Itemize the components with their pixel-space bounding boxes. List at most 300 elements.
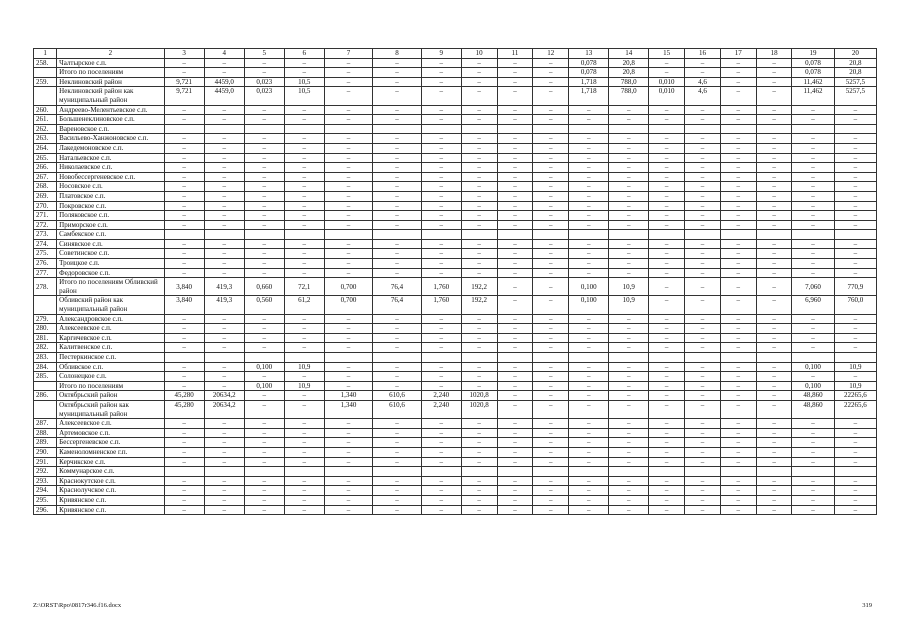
row-number: 288. bbox=[34, 428, 57, 438]
value-cell: – bbox=[609, 115, 649, 125]
value-cell: – bbox=[685, 438, 721, 448]
value-cell: – bbox=[792, 115, 834, 125]
value-cell: – bbox=[792, 486, 834, 496]
value-cell: – bbox=[720, 153, 756, 163]
row-name: Каргичевское с.п. bbox=[57, 333, 164, 343]
value-cell: 788,0 bbox=[609, 77, 649, 87]
row-number: 266. bbox=[34, 163, 57, 173]
column-number-cell: 10 bbox=[461, 49, 497, 59]
value-cell bbox=[461, 353, 497, 363]
value-cell: – bbox=[461, 343, 497, 353]
value-cell: – bbox=[720, 220, 756, 230]
value-cell: – bbox=[421, 428, 461, 438]
value-cell: – bbox=[244, 211, 284, 221]
value-cell: – bbox=[284, 419, 324, 429]
value-cell: – bbox=[497, 268, 533, 278]
value-cell: – bbox=[497, 191, 533, 201]
value-cell: – bbox=[720, 191, 756, 201]
value-cell bbox=[609, 353, 649, 363]
value-cell: – bbox=[164, 115, 204, 125]
value-cell bbox=[609, 230, 649, 240]
value-cell: – bbox=[569, 239, 609, 249]
value-cell: – bbox=[284, 143, 324, 153]
value-cell: – bbox=[284, 324, 324, 334]
value-cell: – bbox=[569, 419, 609, 429]
value-cell: 10,5 bbox=[284, 77, 324, 87]
value-cell bbox=[569, 467, 609, 477]
value-cell: 11,462 bbox=[792, 87, 834, 105]
value-cell bbox=[533, 230, 569, 240]
value-cell: – bbox=[461, 77, 497, 87]
value-cell: 76,4 bbox=[373, 296, 421, 314]
row-number bbox=[34, 400, 57, 418]
table-row bbox=[34, 324, 877, 334]
value-cell: – bbox=[373, 486, 421, 496]
value-cell: – bbox=[756, 211, 792, 221]
value-cell: – bbox=[164, 239, 204, 249]
value-cell: – bbox=[324, 259, 372, 269]
value-cell: – bbox=[497, 324, 533, 334]
value-cell: – bbox=[609, 143, 649, 153]
value-cell: – bbox=[373, 182, 421, 192]
value-cell: – bbox=[569, 486, 609, 496]
value-cell: – bbox=[164, 381, 204, 391]
value-cell: – bbox=[834, 447, 876, 457]
value-cell: – bbox=[533, 268, 569, 278]
value-cell: – bbox=[373, 172, 421, 182]
row-number: 267. bbox=[34, 172, 57, 182]
row-name: Самбекское с.п. bbox=[57, 230, 164, 240]
value-cell bbox=[720, 124, 756, 134]
value-cell: – bbox=[609, 391, 649, 401]
value-cell: 1,340 bbox=[324, 391, 372, 401]
value-cell: – bbox=[284, 447, 324, 457]
value-cell: 10,9 bbox=[284, 381, 324, 391]
value-cell: – bbox=[204, 105, 244, 115]
value-cell bbox=[373, 124, 421, 134]
value-cell: – bbox=[324, 324, 372, 334]
row-number: 277. bbox=[34, 268, 57, 278]
value-cell: – bbox=[685, 486, 721, 496]
value-cell: – bbox=[685, 163, 721, 173]
value-cell: – bbox=[497, 143, 533, 153]
value-cell: 9,721 bbox=[164, 77, 204, 87]
value-cell: – bbox=[649, 505, 685, 515]
value-cell: – bbox=[569, 505, 609, 515]
row-number: 283. bbox=[34, 353, 57, 363]
value-cell: – bbox=[244, 391, 284, 401]
value-cell: – bbox=[284, 268, 324, 278]
row-name: Неклиновский район как муниципальный район bbox=[57, 87, 164, 105]
value-cell: – bbox=[533, 182, 569, 192]
value-cell: – bbox=[720, 87, 756, 105]
column-number-cell: 2 bbox=[57, 49, 164, 59]
value-cell: – bbox=[533, 134, 569, 144]
value-cell: – bbox=[756, 428, 792, 438]
value-cell: – bbox=[244, 486, 284, 496]
value-cell bbox=[497, 230, 533, 240]
value-cell: – bbox=[756, 249, 792, 259]
value-cell: 192,2 bbox=[461, 296, 497, 314]
row-name: Чалтырское с.п. bbox=[57, 58, 164, 68]
value-cell: – bbox=[204, 153, 244, 163]
value-cell: – bbox=[685, 505, 721, 515]
value-cell: – bbox=[373, 314, 421, 324]
value-cell: – bbox=[164, 153, 204, 163]
value-cell bbox=[421, 124, 461, 134]
value-cell: – bbox=[533, 343, 569, 353]
value-cell: – bbox=[685, 153, 721, 163]
value-cell: 2,240 bbox=[421, 400, 461, 418]
row-name: Советинское с.п. bbox=[57, 249, 164, 259]
row-number: 264. bbox=[34, 143, 57, 153]
value-cell: – bbox=[244, 191, 284, 201]
value-cell: – bbox=[244, 249, 284, 259]
value-cell: – bbox=[569, 476, 609, 486]
value-cell: 4,6 bbox=[685, 77, 721, 87]
value-cell: 10,9 bbox=[609, 278, 649, 296]
value-cell bbox=[609, 467, 649, 477]
value-cell: – bbox=[533, 476, 569, 486]
value-cell: – bbox=[834, 134, 876, 144]
value-cell: – bbox=[204, 134, 244, 144]
value-cell: – bbox=[421, 143, 461, 153]
value-cell: – bbox=[324, 153, 372, 163]
value-cell bbox=[569, 353, 609, 363]
value-cell: – bbox=[324, 457, 372, 467]
value-cell: – bbox=[244, 172, 284, 182]
value-cell: – bbox=[792, 495, 834, 505]
value-cell: – bbox=[685, 172, 721, 182]
value-cell: – bbox=[324, 105, 372, 115]
value-cell: – bbox=[204, 486, 244, 496]
value-cell: – bbox=[164, 457, 204, 467]
value-cell: – bbox=[497, 505, 533, 515]
value-cell: – bbox=[569, 259, 609, 269]
row-number: 286. bbox=[34, 391, 57, 401]
value-cell: – bbox=[421, 220, 461, 230]
value-cell: – bbox=[497, 163, 533, 173]
value-cell: – bbox=[421, 115, 461, 125]
value-cell: 20634,2 bbox=[204, 391, 244, 401]
value-cell: – bbox=[373, 58, 421, 68]
value-cell: – bbox=[324, 372, 372, 382]
value-cell: – bbox=[609, 105, 649, 115]
value-cell: – bbox=[421, 486, 461, 496]
value-cell: – bbox=[834, 343, 876, 353]
value-cell: 45,280 bbox=[164, 400, 204, 418]
value-cell: – bbox=[720, 457, 756, 467]
value-cell: – bbox=[685, 249, 721, 259]
value-cell bbox=[373, 230, 421, 240]
value-cell: – bbox=[756, 314, 792, 324]
value-cell: – bbox=[421, 381, 461, 391]
value-cell: – bbox=[164, 220, 204, 230]
value-cell: – bbox=[609, 362, 649, 372]
value-cell: – bbox=[533, 400, 569, 418]
value-cell: – bbox=[461, 211, 497, 221]
value-cell: – bbox=[609, 486, 649, 496]
value-cell bbox=[497, 467, 533, 477]
value-cell: 7,060 bbox=[792, 278, 834, 296]
value-cell: – bbox=[497, 343, 533, 353]
value-cell: 1,760 bbox=[421, 296, 461, 314]
value-cell: – bbox=[792, 428, 834, 438]
value-cell: – bbox=[497, 457, 533, 467]
value-cell: – bbox=[609, 239, 649, 249]
value-cell: – bbox=[685, 314, 721, 324]
value-cell: – bbox=[569, 201, 609, 211]
value-cell: – bbox=[204, 314, 244, 324]
value-cell: – bbox=[609, 191, 649, 201]
value-cell: 20,8 bbox=[609, 68, 649, 78]
value-cell: – bbox=[324, 143, 372, 153]
column-number-cell: 7 bbox=[324, 49, 372, 59]
value-cell: – bbox=[792, 211, 834, 221]
value-cell: – bbox=[756, 201, 792, 211]
value-cell: – bbox=[164, 372, 204, 382]
column-number-cell: 8 bbox=[373, 49, 421, 59]
value-cell: – bbox=[792, 182, 834, 192]
value-cell: – bbox=[244, 182, 284, 192]
row-name: Кривянское с.п. bbox=[57, 495, 164, 505]
column-number-cell: 14 bbox=[609, 49, 649, 59]
table-row bbox=[34, 134, 877, 144]
value-cell: – bbox=[533, 495, 569, 505]
value-cell: – bbox=[756, 278, 792, 296]
value-cell bbox=[164, 124, 204, 134]
value-cell bbox=[204, 467, 244, 477]
value-cell: – bbox=[324, 505, 372, 515]
value-cell: – bbox=[421, 77, 461, 87]
value-cell bbox=[284, 124, 324, 134]
column-number-cell: 12 bbox=[533, 49, 569, 59]
column-number-cell: 9 bbox=[421, 49, 461, 59]
table-row bbox=[34, 230, 877, 240]
row-name: Краснокутское с.п. bbox=[57, 476, 164, 486]
value-cell: – bbox=[461, 381, 497, 391]
value-cell bbox=[497, 124, 533, 134]
value-cell: – bbox=[373, 143, 421, 153]
value-cell: – bbox=[834, 182, 876, 192]
value-cell: – bbox=[461, 134, 497, 144]
value-cell: – bbox=[685, 495, 721, 505]
value-cell bbox=[609, 124, 649, 134]
value-cell: – bbox=[244, 333, 284, 343]
value-cell bbox=[497, 353, 533, 363]
value-cell: – bbox=[204, 419, 244, 429]
value-cell: 419,3 bbox=[204, 296, 244, 314]
value-cell: – bbox=[164, 362, 204, 372]
value-cell: – bbox=[461, 495, 497, 505]
value-cell: – bbox=[720, 400, 756, 418]
row-number: 259. bbox=[34, 77, 57, 87]
row-name: Васильево-Ханжоновское с.п. bbox=[57, 134, 164, 144]
value-cell: – bbox=[533, 191, 569, 201]
value-cell: 48,860 bbox=[792, 400, 834, 418]
value-cell: – bbox=[609, 428, 649, 438]
value-cell: – bbox=[720, 333, 756, 343]
value-cell: – bbox=[284, 333, 324, 343]
value-cell: – bbox=[569, 163, 609, 173]
value-cell: – bbox=[792, 172, 834, 182]
value-cell: – bbox=[373, 505, 421, 515]
value-cell bbox=[834, 353, 876, 363]
value-cell: – bbox=[720, 296, 756, 314]
value-cell: – bbox=[324, 191, 372, 201]
value-cell: – bbox=[533, 296, 569, 314]
value-cell: 0,100 bbox=[569, 296, 609, 314]
value-cell: – bbox=[685, 428, 721, 438]
value-cell: – bbox=[421, 372, 461, 382]
value-cell: – bbox=[834, 163, 876, 173]
value-cell: – bbox=[497, 476, 533, 486]
column-number-cell: 1 bbox=[34, 49, 57, 59]
value-cell: – bbox=[324, 58, 372, 68]
value-cell: – bbox=[720, 486, 756, 496]
value-cell: – bbox=[685, 372, 721, 382]
value-cell: – bbox=[497, 486, 533, 496]
value-cell: – bbox=[609, 268, 649, 278]
value-cell: 20,8 bbox=[834, 58, 876, 68]
value-cell: – bbox=[834, 259, 876, 269]
value-cell: – bbox=[421, 134, 461, 144]
value-cell: – bbox=[421, 505, 461, 515]
value-cell: – bbox=[461, 143, 497, 153]
value-cell: – bbox=[720, 372, 756, 382]
value-cell: – bbox=[204, 343, 244, 353]
value-cell bbox=[533, 353, 569, 363]
value-cell: – bbox=[649, 391, 685, 401]
value-cell: – bbox=[609, 419, 649, 429]
value-cell: – bbox=[685, 143, 721, 153]
row-name: Вареновское с.п. bbox=[57, 124, 164, 134]
value-cell: – bbox=[497, 105, 533, 115]
value-cell: – bbox=[649, 278, 685, 296]
value-cell: – bbox=[497, 381, 533, 391]
value-cell: – bbox=[609, 211, 649, 221]
value-cell: – bbox=[244, 428, 284, 438]
value-cell: – bbox=[164, 447, 204, 457]
value-cell: 1,718 bbox=[569, 87, 609, 105]
row-name: Синявское с.п. bbox=[57, 239, 164, 249]
value-cell: – bbox=[497, 239, 533, 249]
value-cell: – bbox=[533, 153, 569, 163]
row-name: Калитвенское с.п. bbox=[57, 343, 164, 353]
value-cell: – bbox=[497, 115, 533, 125]
value-cell: – bbox=[373, 419, 421, 429]
value-cell: – bbox=[497, 495, 533, 505]
value-cell: – bbox=[756, 447, 792, 457]
value-cell: – bbox=[569, 324, 609, 334]
value-cell: 0,078 bbox=[569, 58, 609, 68]
value-cell: – bbox=[497, 296, 533, 314]
value-cell: – bbox=[720, 211, 756, 221]
table-row bbox=[34, 105, 877, 115]
value-cell: – bbox=[497, 182, 533, 192]
value-cell: 2,240 bbox=[421, 391, 461, 401]
value-cell bbox=[756, 124, 792, 134]
value-cell bbox=[461, 124, 497, 134]
value-cell: – bbox=[685, 105, 721, 115]
row-name: Поляковское с.п. bbox=[57, 211, 164, 221]
column-number-cell: 19 bbox=[792, 49, 834, 59]
table-row bbox=[34, 314, 877, 324]
value-cell: – bbox=[204, 191, 244, 201]
value-cell: – bbox=[421, 457, 461, 467]
value-cell: – bbox=[533, 391, 569, 401]
value-cell: – bbox=[720, 249, 756, 259]
value-cell: – bbox=[720, 505, 756, 515]
value-cell: 0,078 bbox=[792, 68, 834, 78]
value-cell: – bbox=[461, 333, 497, 343]
value-cell: – bbox=[720, 172, 756, 182]
value-cell: – bbox=[756, 191, 792, 201]
value-cell: – bbox=[373, 201, 421, 211]
value-cell: 419,3 bbox=[204, 278, 244, 296]
value-cell: – bbox=[533, 324, 569, 334]
value-cell: – bbox=[533, 372, 569, 382]
value-cell: – bbox=[461, 105, 497, 115]
column-number-cell: 20 bbox=[834, 49, 876, 59]
table-row bbox=[34, 220, 877, 230]
value-cell: – bbox=[756, 143, 792, 153]
column-number-row bbox=[34, 49, 877, 59]
value-cell: – bbox=[324, 220, 372, 230]
row-name: Неклиновский район bbox=[57, 77, 164, 87]
value-cell: – bbox=[533, 457, 569, 467]
value-cell: – bbox=[756, 343, 792, 353]
value-cell: – bbox=[609, 343, 649, 353]
value-cell: – bbox=[756, 172, 792, 182]
value-cell: – bbox=[164, 143, 204, 153]
value-cell: – bbox=[497, 77, 533, 87]
value-cell: – bbox=[569, 495, 609, 505]
value-cell: 760,0 bbox=[834, 296, 876, 314]
value-cell: – bbox=[421, 419, 461, 429]
row-name: Федоровское с.п. bbox=[57, 268, 164, 278]
value-cell: – bbox=[609, 324, 649, 334]
value-cell: 0,700 bbox=[324, 296, 372, 314]
value-cell bbox=[834, 124, 876, 134]
value-cell bbox=[244, 124, 284, 134]
value-cell: – bbox=[720, 447, 756, 457]
value-cell: – bbox=[244, 400, 284, 418]
value-cell: – bbox=[756, 105, 792, 115]
value-cell: – bbox=[164, 249, 204, 259]
table-row bbox=[34, 381, 877, 391]
row-name: Алексеевское с.п. bbox=[57, 419, 164, 429]
value-cell: – bbox=[497, 211, 533, 221]
row-number: 260. bbox=[34, 105, 57, 115]
table-row bbox=[34, 353, 877, 363]
value-cell: – bbox=[569, 249, 609, 259]
value-cell bbox=[284, 467, 324, 477]
value-cell: – bbox=[533, 239, 569, 249]
value-cell: – bbox=[533, 201, 569, 211]
value-cell bbox=[792, 353, 834, 363]
value-cell: – bbox=[609, 201, 649, 211]
value-cell: – bbox=[834, 419, 876, 429]
value-cell: – bbox=[649, 153, 685, 163]
value-cell: – bbox=[720, 239, 756, 249]
value-cell: – bbox=[284, 457, 324, 467]
value-cell: – bbox=[569, 457, 609, 467]
value-cell: 1,718 bbox=[569, 77, 609, 87]
value-cell: – bbox=[461, 115, 497, 125]
value-cell: – bbox=[533, 105, 569, 115]
value-cell: 10,5 bbox=[284, 87, 324, 105]
